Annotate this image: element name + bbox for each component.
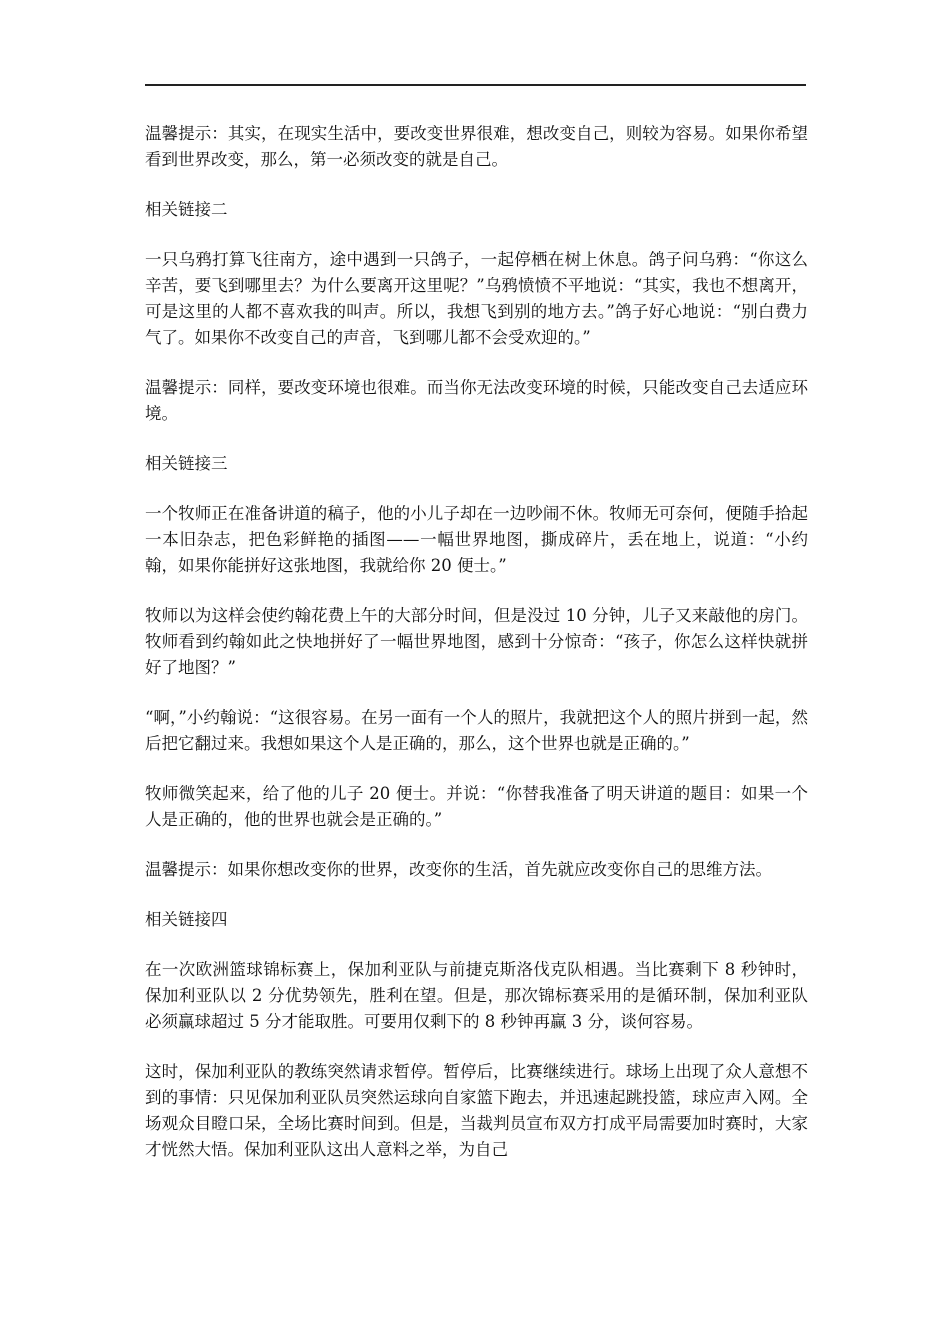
header-rule	[145, 84, 806, 86]
crow-story-paragraph: 一只乌鸦打算飞往南方，途中遇到一只鸽子，一起停栖在树上休息。鸽子问乌鸦：“你这么辛苦，要飞到哪里去？为什么要离开这里呢？”乌鸦愤愤不平地说：“其实，我也不想离开，可是这里的人都不喜欢我的叫声。所以，我想飞到别的地方去。”鸽子好心地说：“别白费力气了。如果你不改变自己的声音，飞到哪儿都不会受欢迎的。”	[145, 250, 808, 347]
pastor-story-paragraph-3: “啊，”小约翰说：“这很容易。在另一面有一个人的照片，我就把这个人的照片拼到一起，然后把它翻过来。我想如果这个人是正确的，那么，这个世界也就是正确的。”	[145, 708, 808, 753]
document-body	[145, 121, 808, 1187]
tip-paragraph-1: 温馨提示：其实，在现实生活中，要改变世界很难，想改变自己，则较为容易。如果你希望看到世界改变，那么，第一必须改变的就是自己。	[145, 124, 808, 169]
section-heading-4: 相关链接四	[145, 910, 228, 929]
basketball-story-paragraph-1: 在一次欧洲篮球锦标赛上，保加利亚队与前捷克斯洛伐克队相遇。当比赛剩下 8 秒钟时，保加利亚队以 2 分优势领先，胜利在望。但是，那次锦标赛采用的是循环制，保加利亚队必须赢球超过 5 分才能取胜。可要用仅剩下的 8 秒钟再赢 3 分，谈何容易。	[145, 960, 808, 1031]
section-heading-2: 相关链接二	[145, 200, 228, 219]
pastor-story-paragraph-4: 牧师微笑起来，给了他的儿子 20 便士。并说：“你替我准备了明天讲道的题目：如果一个人是正确的，他的世界也就会是正确的。”	[145, 784, 808, 829]
pastor-story-paragraph-1: 一个牧师正在准备讲道的稿子，他的小儿子却在一边吵闹不休。牧师无可奈何，便随手拾起一本旧杂志，把色彩鲜艳的插图——一幅世界地图，撕成碎片，丢在地上，说道：“小约翰，如果你能拼好这张地图，我就给你 20 便士。”	[145, 504, 808, 575]
section-heading-3: 相关链接三	[145, 454, 228, 473]
basketball-story-paragraph-2: 这时，保加利亚队的教练突然请求暂停。暂停后，比赛继续进行。球场上出现了众人意想不到的事情：只见保加利亚队员突然运球向自家篮下跑去，并迅速起跳投篮，球应声入网。全场观众目瞪口呆，全场比赛时间到。但是，当裁判员宣布双方打成平局需要加时赛时，大家才恍然大悟。保加利亚队这出人意料之举，为自己	[145, 1062, 808, 1159]
tip-paragraph-3: 温馨提示：如果你想改变你的世界，改变你的生活，首先就应改变你自己的思维方法。	[145, 860, 772, 879]
tip-paragraph-2: 温馨提示：同样，要改变环境也很难。而当你无法改变环境的时候，只能改变自己去适应环境。	[145, 378, 808, 423]
pastor-story-paragraph-2: 牧师以为这样会使约翰花费上午的大部分时间，但是没过 10 分钟，儿子又来敲他的房门。牧师看到约翰如此之快地拼好了一幅世界地图，感到十分惊奇：“孩子，你怎么这样快就拼好了地图？”	[145, 606, 808, 677]
